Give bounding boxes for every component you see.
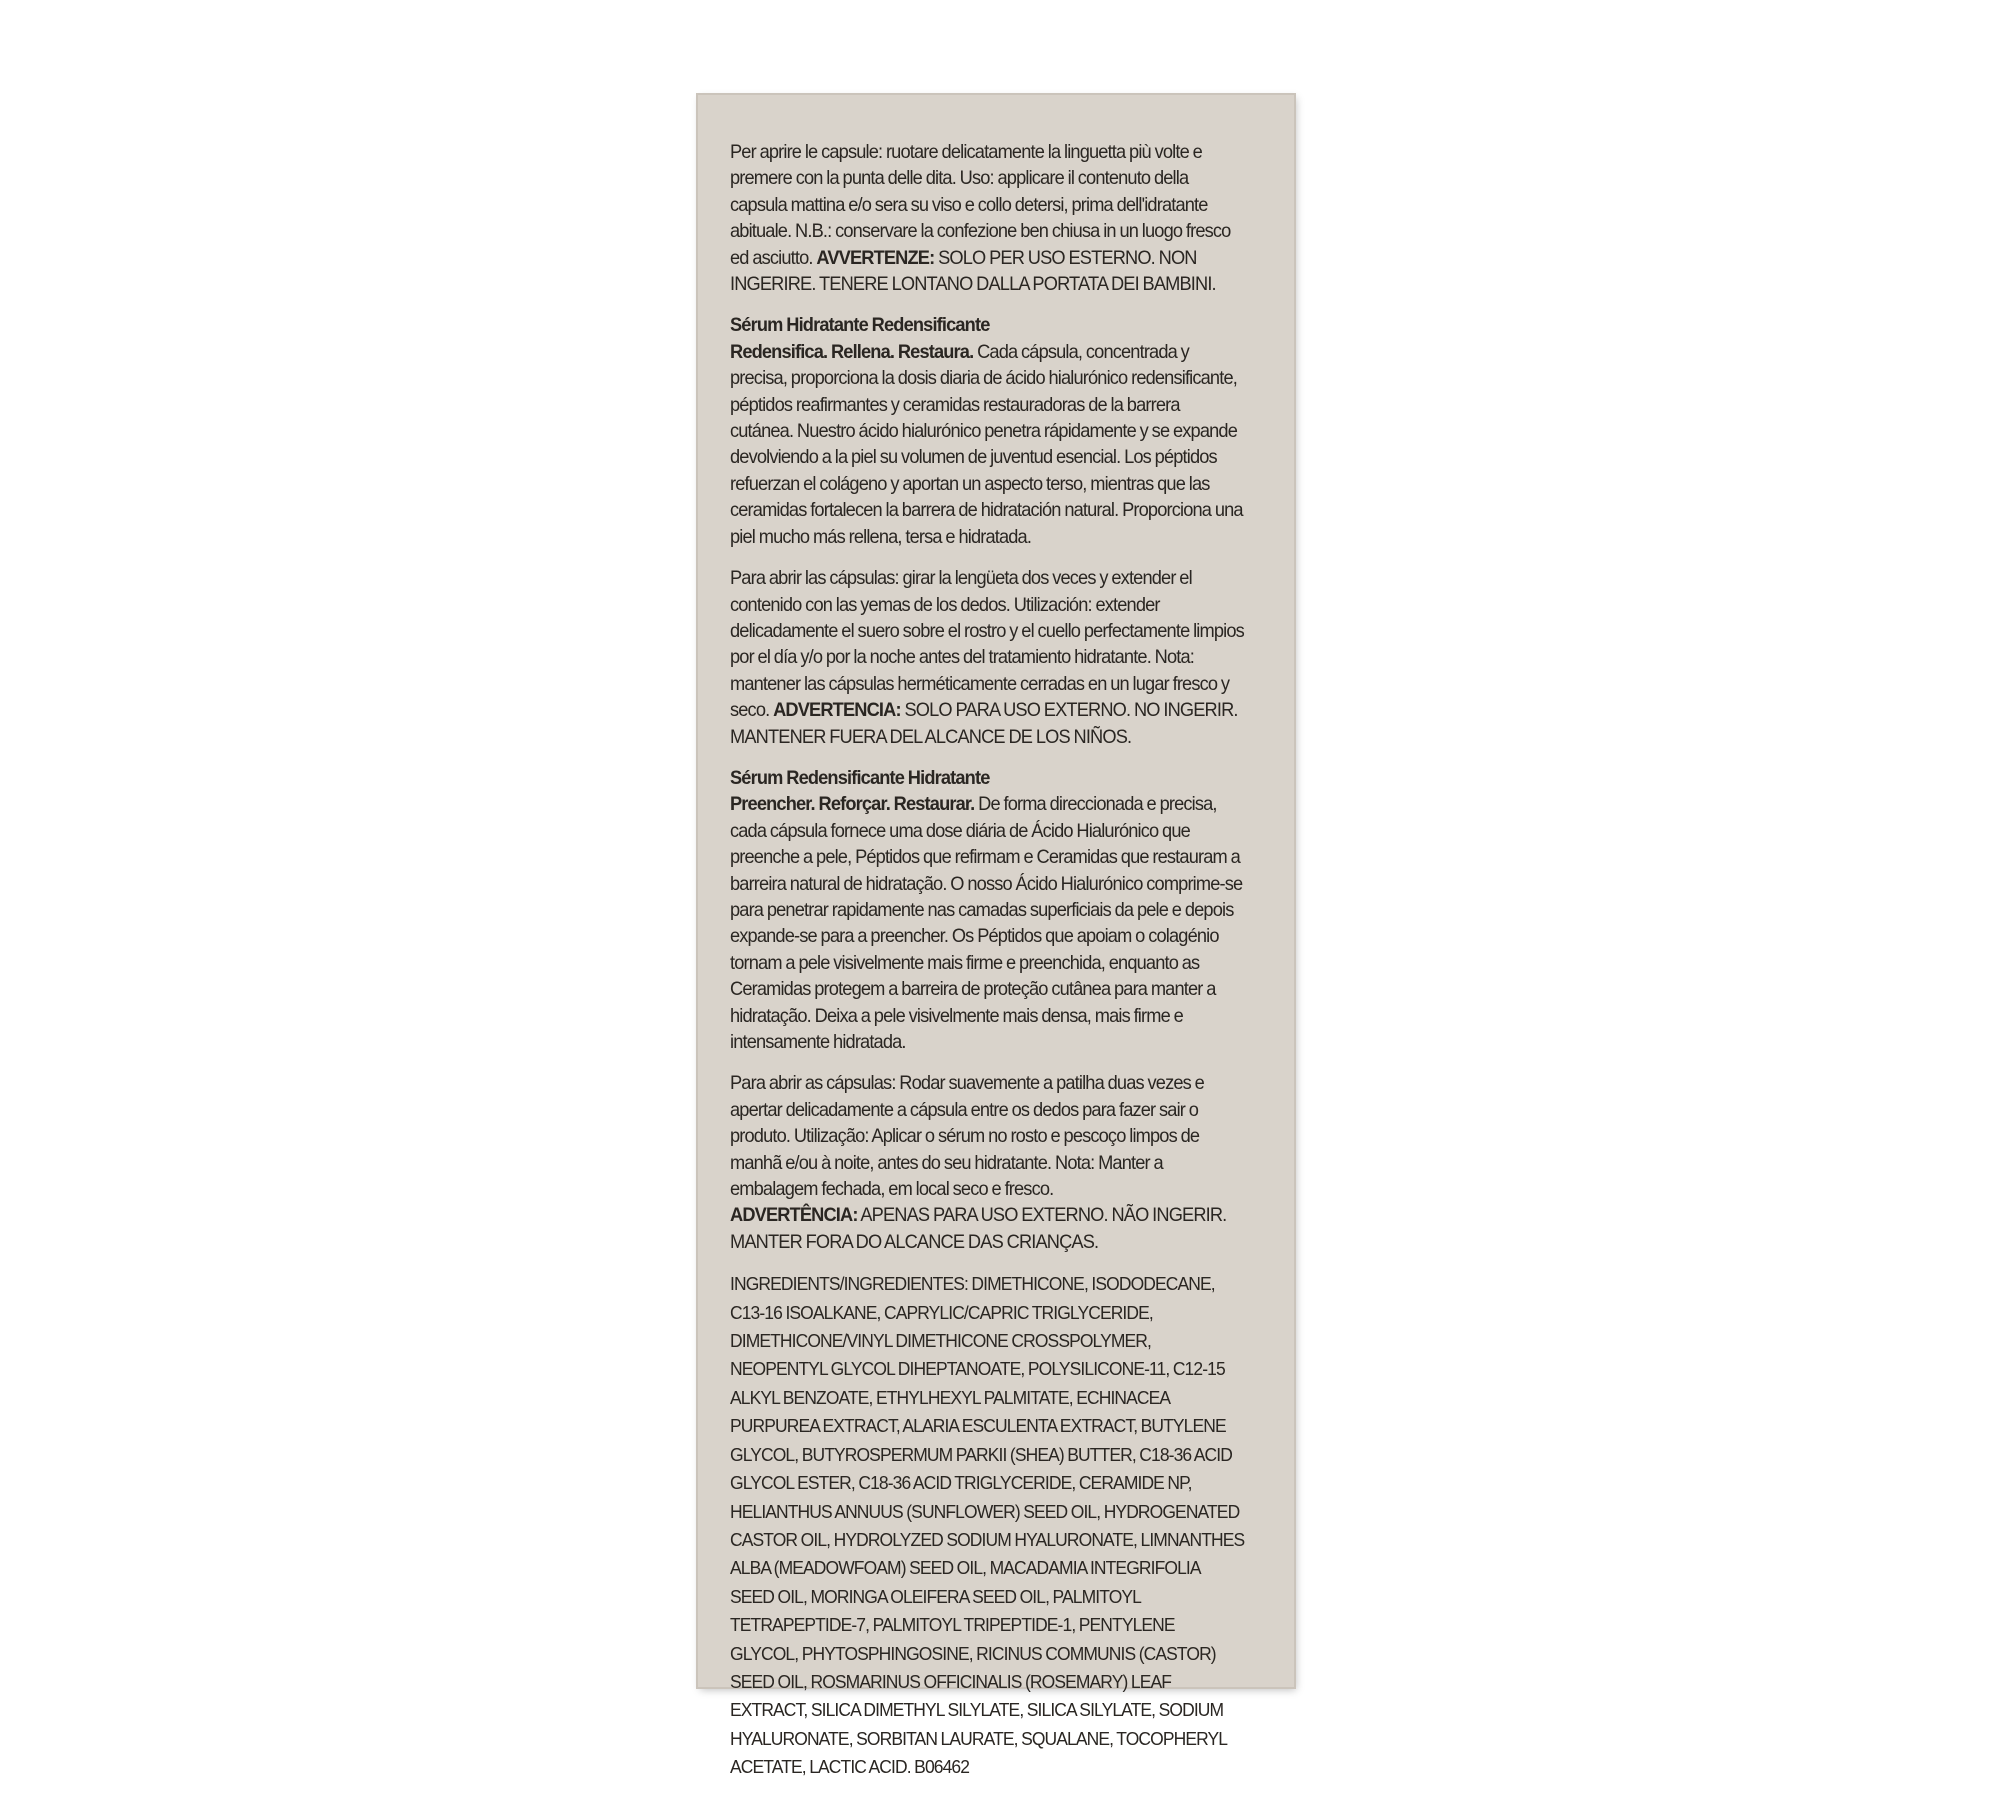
portuguese-usage-block: [730, 1070, 1245, 1255]
product-box-panel: [698, 95, 1294, 1778]
spanish-description: Cada cápsula, concentrada y precisa, proporciona la dosis diaria de ácido hialurónico redensificante, péptidos reafirmantes y ceramidas restauradoras de la barrera cutánea. Nuestro ácido hialurónico penetra rápidamente y se expande devolviendo a la piel su volumen de juventud esencial. Los péptidos refuerzan el colágeno y aportan un aspecto terso, mientras que las ceramidas fortalecen la barrera de hidratación natural. Proporciona una piel mucho más rellena, tersa e hidratada.: [730, 340, 1243, 548]
italian-warning-label: AVVERTENZE:: [816, 246, 935, 269]
portuguese-title: Sérum Redensificante Hidratante: [730, 766, 990, 789]
portuguese-description-block: [730, 765, 1245, 1055]
spanish-instructions: Para abrir las cápsulas: girar la lengüeta dos veces y extender el contenido con las yemas de los dedos. Utilización: extender delicadamente el suero sobre el rostro y el cuello perfectamente limpios por el día y/o por la noche antes del tratamiento hidratante. Nota: mantener las cápsulas herméticamente cerradas en un lugar fresco y seco.: [730, 567, 1244, 722]
ingredients-list: INGREDIENTS/INGREDIENTES: DIMETHICONE, ISODODECANE, C13-16 ISOALKANE, CAPRYLIC/CAPRIC TRIGLYCERIDE, DIMETHICONE/VINYL DIMETHICONE CROSSPOLYMER, NEOPENTYL GLYCOL DIHEPTANOATE, POLYSILICONE-11, C12-15 ALKYL BENZOATE, ETHYLHEXYL PALMITATE, ECHINACEA PURPUREA EXTRACT, ALARIA ESCULENTA EXTRACT, BUTYLENE GLYCOL, BUTYROSPERMUM PARKII (SHEA) BUTTER, C18-36 ACID GLYCOL ESTER, C18-36 ACID TRIGLYCERIDE, CERAMIDE NP, HELIANTHUS ANNUUS (SUNFLOWER) SEED OIL, HYDROGENATED CASTOR OIL, HYDROLYZED SODIUM HYALURONATE, LIMNANTHES ALBA (MEADOWFOAM) SEED OIL, MACADAMIA INTEGRIFOLIA SEED OIL, MORINGA OLEIFERA SEED OIL, PALMITOYL TETRAPEPTIDE-7, PALMITOYL TRIPEPTIDE-1, PENTYLENE GLYCOL, PHYTOSPHINGOSINE, RICINUS COMMUNIS (CASTOR) SEED OIL, ROSMARINUS OFFICINALIS (ROSEMARY) LEAF EXTRACT, SILICA DIMETHYL SILYLATE, SILICA SILYLATE, SODIUM HYALURONATE, SORBITAN LAURATE, SQUALANE, TOCOPHERYL ACETATE, LACTIC ACID. B06462: [730, 1273, 1245, 1778]
spanish-description-block: [730, 312, 1245, 550]
label-text: [730, 139, 1245, 1797]
portuguese-warning-text: APENAS PARA USO EXTERNO. NÃO INGERIR. MANTER FORA DO ALCANCE DAS CRIANÇAS.: [730, 1204, 1227, 1253]
portuguese-description: De forma direccionada e precisa, cada cápsula fornece uma dose diária de Ácido Hialurónico que preenche a pele, Péptidos que refirmam e Ceramidas que restauram a barreira natural de hidratação. O nosso Ácido Hialurónico comprime-se para penetrar rapidamente nas camadas superficiais da pele e depois expande-se para a preencher. Os Péptidos que apoiam o colagénio tornam a pele visivelmente mais firme e preenchida, enquanto as Ceramidas protegem a barreira de proteção cutânea para manter a hidratação. Deixa a pele visivelmente mais densa, mais firme e intensamente hidratada.: [730, 793, 1243, 1053]
portuguese-tagline: Preencher. Reforçar. Restaurar.: [730, 793, 975, 816]
italian-usage-block: [730, 139, 1245, 297]
italian-warning-text: SOLO PER USO ESTERNO. NON INGERIRE. TENERE LONTANO DALLA PORTATA DEI BAMBINI.: [730, 246, 1216, 296]
spanish-warning-label: ADVERTENCIA:: [773, 699, 901, 722]
spanish-warning-text: SOLO PARA USO EXTERNO. NO INGERIR. MANTENER FUERA DEL ALCANCE DE LOS NIÑOS.: [730, 699, 1238, 748]
portuguese-instructions: Para abrir as cápsulas: Rodar suavemente a patilha duas vezes e apertar delicadamente a cápsula entre os dedos para fazer sair o produto. Utilização: Aplicar o sérum no rosto e pescoço limpos de manhã e/ou à noite, antes do seu hidratante. Nota: Manter a embalagem fechada, em local seco e fresco.: [730, 1072, 1204, 1201]
portuguese-warning-label: ADVERTÊNCIA:: [730, 1204, 858, 1227]
italian-instructions: Per aprire le capsule: ruotare delicatamente la linguetta più volte e premere con la punta delle dita. Uso: applicare il contenuto della capsula mattina e/o sera su viso e collo detersi, prima dell'idratante abituale. N.B.: conservare la confezione ben chiusa in un luogo fresco ed asciutto.: [730, 141, 1231, 269]
spanish-tagline: Redensifica. Rellena. Restaura.: [730, 340, 974, 363]
spanish-title: Sérum Hidratante Redensificante: [730, 314, 990, 337]
spanish-usage-block: [730, 565, 1245, 750]
